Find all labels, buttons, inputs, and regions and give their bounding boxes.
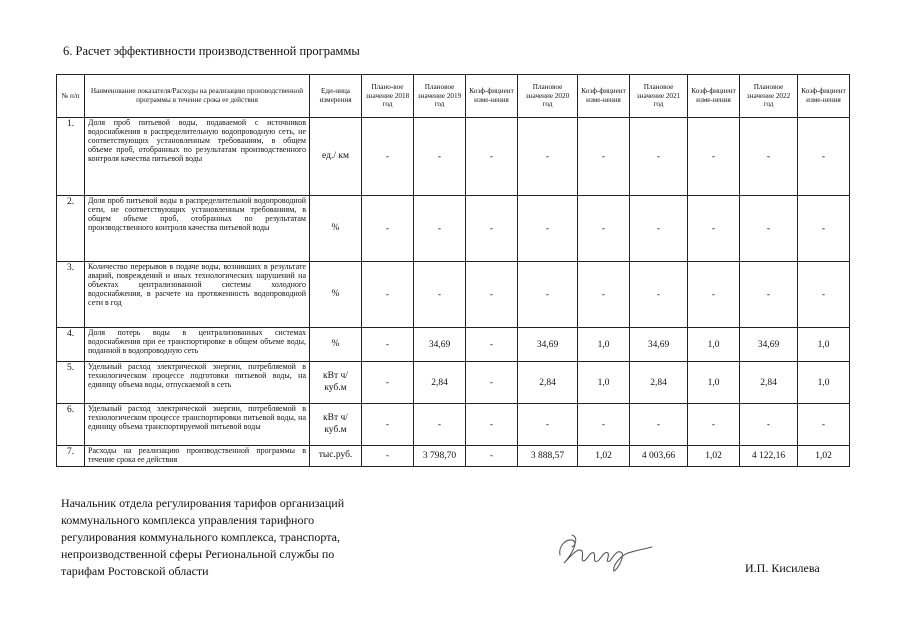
cell-plan-2019: 2,84 [414,362,466,404]
cell-plan-2019: - [414,404,466,446]
cell-plan-2018: - [362,362,414,404]
header-cell-indicator: Наименование показателя/Расходы на реализацию производственной программы в течение срока ее действия [85,75,310,118]
cell-unit: кВт ч/куб.м [310,404,362,446]
header-cell-plan-2019: Плановое значение 2019 год [414,75,466,118]
cell-plan-2022: - [740,118,798,196]
cell-coef-2019: - [466,118,518,196]
cell-coef-2022: 1,0 [798,362,850,404]
cell-plan-2019: - [414,262,466,328]
cell-plan-2018: - [362,328,414,362]
header-cell-plan-2018: Плано-вое значение 2018 год [362,75,414,118]
cell-indicator-name: Доля проб питьевой воды в распределительной водопроводной сети, не соответствующих установленным требованиям, в общем объеме проб, отобранных по результатам производственного контроля качества питьевой воды [85,196,310,262]
cell-row-number: 1. [57,118,85,196]
cell-plan-2022: - [740,404,798,446]
cell-plan-2020: - [518,118,578,196]
cell-plan-2021: - [630,196,688,262]
header-cell-coef-2022: Коэф-фициент изме-нения [798,75,850,118]
header-cell-coef-2019: Коэф-фициент изме-нения [466,75,518,118]
table-header-row [57,75,850,118]
cell-unit: % [310,196,362,262]
cell-plan-2022: 2,84 [740,362,798,404]
cell-coef-2022: - [798,118,850,196]
cell-indicator-name: Доля проб питьевой воды, подаваемой с источников водоснабжения в распределительную водопроводную сеть, не соответствующих установленным требованиям, в общем объеме проб, отобранных по результатам производственного контроля качества питьевой воды [85,118,310,196]
cell-plan-2018: - [362,262,414,328]
cell-plan-2021: - [630,404,688,446]
table-row [57,328,850,362]
cell-plan-2020: 34,69 [518,328,578,362]
signatory-position: Начальник отдела регулирования тарифов организаций коммунального комплекса управления тарифного регулирования коммунального комплекса, транспорта, непроизводственной сферы Региональной службы по тарифам Ростовской области [61,496,345,578]
cell-coef-2022: - [798,196,850,262]
table-row [57,118,850,196]
table-row [57,446,850,467]
cell-row-number: 6. [57,404,85,446]
table-row [57,362,850,404]
cell-plan-2019: 3 798,70 [414,446,466,467]
cell-coef-2021: 1,02 [688,446,740,467]
cell-indicator-name: Удельный расход электрической энергии, потребляемой в технологическом процессе транспортировки питьевой воды, на единицу объема транспортируемой питьевой воды [85,404,310,446]
cell-coef-2019: - [466,404,518,446]
cell-coef-2019: - [466,446,518,467]
production-program-table [56,74,850,467]
cell-coef-2019: - [466,328,518,362]
cell-plan-2021: 2,84 [630,362,688,404]
cell-row-number: 5. [57,362,85,404]
cell-coef-2022: - [798,404,850,446]
cell-plan-2020: - [518,262,578,328]
cell-plan-2018: - [362,446,414,467]
cell-plan-2022: 4 122,16 [740,446,798,467]
cell-coef-2022: 1,02 [798,446,850,467]
cell-plan-2021: 34,69 [630,328,688,362]
cell-plan-2021: - [630,118,688,196]
cell-coef-2021: - [688,262,740,328]
cell-row-number: 3. [57,262,85,328]
cell-plan-2018: - [362,404,414,446]
cell-row-number: 4. [57,328,85,362]
cell-plan-2019: - [414,196,466,262]
cell-coef-2022: 1,0 [798,328,850,362]
cell-unit: % [310,262,362,328]
cell-plan-2018: - [362,118,414,196]
cell-unit: ед./ км [310,118,362,196]
cell-coef-2019: - [466,362,518,404]
cell-coef-2020: 1,0 [578,328,630,362]
cell-coef-2020: 1,02 [578,446,630,467]
cell-plan-2019: 34,69 [414,328,466,362]
header-cell-plan-2021: Плановое значение 2021 год [630,75,688,118]
cell-plan-2020: - [518,196,578,262]
header-cell-unit: Еди-ница измерения [310,75,362,118]
cell-coef-2021: - [688,196,740,262]
cell-indicator-name: Доля потерь воды в централизованных системах водоснабжения при ее транспортировке в общем объеме воды, поданной в водопроводную сеть [85,328,310,362]
cell-plan-2021: 4 003,66 [630,446,688,467]
header-cell-plan-2022: Плановое значение 2022 год [740,75,798,118]
cell-indicator-name: Удельный расход электрической энергии, потребляемой в технологическом процессе подготовки питьевой воды, на единицу объема воды, отпускаемой в сеть [85,362,310,404]
cell-plan-2021: - [630,262,688,328]
header-cell-number: № п/п [57,75,85,118]
header-cell-coef-2020: Коэф-фициент изме-нения [578,75,630,118]
cell-coef-2020: - [578,404,630,446]
handwritten-signature [548,525,658,575]
cell-row-number: 2. [57,196,85,262]
cell-unit: кВт ч/куб.м [310,362,362,404]
cell-coef-2020: - [578,196,630,262]
cell-coef-2019: - [466,196,518,262]
cell-coef-2022: - [798,262,850,328]
header-cell-plan-2020: Плановое значение 2020 год [518,75,578,118]
cell-plan-2020: - [518,404,578,446]
cell-plan-2022: - [740,196,798,262]
cell-unit: % [310,328,362,362]
cell-row-number: 7. [57,446,85,467]
cell-plan-2022: - [740,262,798,328]
cell-indicator-name: Количество перерывов в подаче воды, возникших в результате аварий, повреждений и иных технологических нарушений на объектах централизованной системы холодного водоснабжения, в расчете на протяженность водопроводной сети в год [85,262,310,328]
cell-unit: тыс.руб. [310,446,362,467]
cell-coef-2019: - [466,262,518,328]
cell-coef-2021: - [688,118,740,196]
cell-plan-2020: 3 888,57 [518,446,578,467]
table-row [57,404,850,446]
header-cell-coef-2021: Коэф-фициент изме-нения [688,75,740,118]
cell-plan-2022: 34,69 [740,328,798,362]
cell-coef-2020: - [578,262,630,328]
cell-coef-2020: 1,0 [578,362,630,404]
cell-coef-2021: 1,0 [688,362,740,404]
cell-coef-2020: - [578,118,630,196]
table-row [57,196,850,262]
table-row [57,262,850,328]
cell-coef-2021: 1,0 [688,328,740,362]
cell-coef-2021: - [688,404,740,446]
cell-plan-2018: - [362,196,414,262]
signer-name: И.П. Кисилева [745,561,820,575]
cell-plan-2020: 2,84 [518,362,578,404]
section-heading: 6. Расчет эффективности производственной программы [63,44,360,58]
cell-plan-2019: - [414,118,466,196]
cell-indicator-name: Расходы на реализацию производственной программы в течение срока ее действия [85,446,310,467]
